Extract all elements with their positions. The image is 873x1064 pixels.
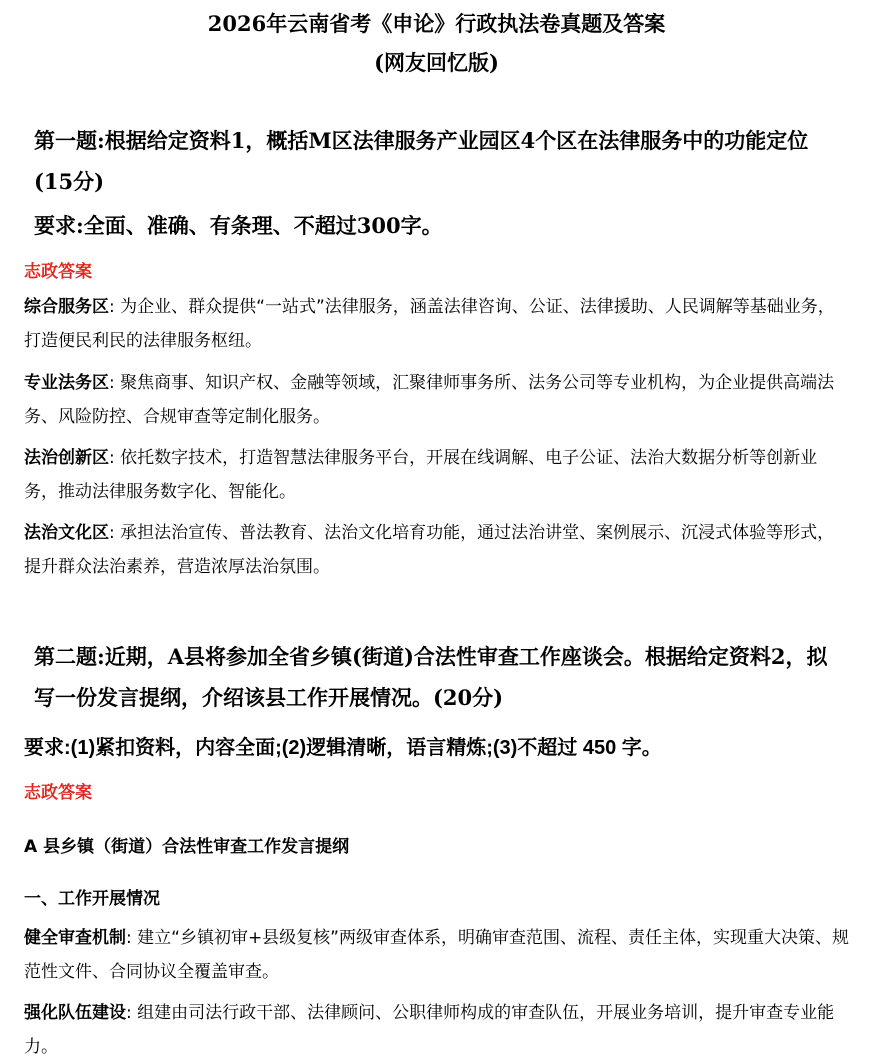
answer-item-1 [24, 290, 849, 358]
answer-item-term: 法治文化区 [24, 523, 109, 543]
question-2-answer-label: 志政答案 [24, 783, 92, 803]
question-1: 第一题:根据给定资料1，概括M区法律服务产业园区4个区在法律服务中的功能定位(15分) [34, 128, 809, 194]
answer-item-text: : 为企业、群众提供“一站式”法律服务，涵盖法律咨询、公证、法律援助、人民调解等基础业务，打造便民利民的法律服务枢纽。 [24, 297, 835, 351]
outline-item-1 [24, 921, 849, 989]
document-subtitle: (网友回忆版) [374, 50, 499, 75]
answer-item-term: 专业法务区 [24, 373, 109, 393]
answer-item-3 [24, 441, 849, 509]
outline-item-text: : 建立“乡镇初审+县级复核”两级审查体系，明确审查范围、流程、责任主体，实现重大决策、规范性文件、合同协议全覆盖审查。 [24, 928, 849, 982]
outline-item-2 [24, 996, 849, 1064]
answer-item-term: 法治创新区 [24, 448, 109, 468]
question-2: 第二题:近期，A县将参加全省乡镇(街道)合法性审查工作座谈会。根据给定资料2，拟写一份发言提纲，介绍该县工作开展情况。(20分) [34, 644, 828, 710]
question-1-requirement: 要求:全面、准确、有条理、不超过300字。 [34, 213, 443, 238]
answer-item-text: : 聚焦商事、知识产权、金融等领域，汇聚律师事务所、法务公司等专业机构，为企业提供高端法务、风险防控、合规审查等定制化服务。 [24, 373, 835, 427]
outline-item-term: 强化队伍建设 [24, 1003, 126, 1023]
answer-item-4 [24, 516, 849, 584]
question-1-answer-label: 志政答案 [24, 262, 92, 282]
outline-item-text: : 组建由司法行政干部、法律顾问、公职律师构成的审查队伍，开展业务培训，提升审查专业能力。 [24, 1003, 835, 1057]
answer-item-2 [24, 366, 849, 434]
answer-item-text: : 承担法治宣传、普法教育、法治文化培育功能，通过法治讲堂、案例展示、沉浸式体验等形式，提升群众法治素养，营造浓厚法治氛围。 [24, 523, 835, 577]
answer-item-term: 综合服务区 [24, 297, 109, 317]
outline-title: A 县乡镇（街道）合法性审查工作发言提纲 [24, 837, 350, 857]
document-title: 2026年云南省考《申论》行政执法卷真题及答案 [207, 11, 666, 36]
outline-item-term: 健全审查机制 [24, 928, 126, 948]
answer-item-text: : 依托数字技术，打造智慧法律服务平台，开展在线调解、电子公证、法治大数据分析等创新业务，推动法律服务数字化、智能化。 [24, 448, 818, 502]
section-heading: 一、工作开展情况 [24, 889, 160, 909]
question-2-requirement: 要求:(1)紧扣资料，内容全面;(2)逻辑清晰，语言精炼;(3)不超过 450 字。 [24, 737, 662, 759]
